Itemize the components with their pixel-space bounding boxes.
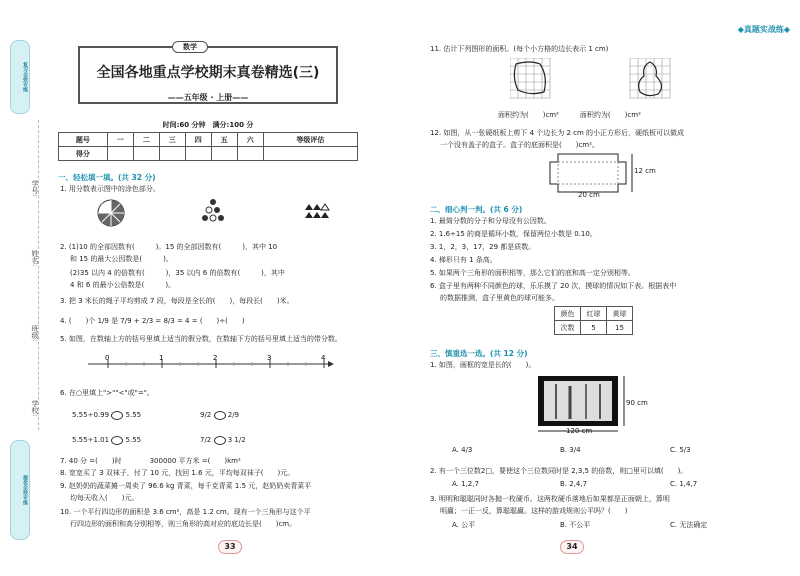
question-11: 11. 估计下列图形的面积。(每个小方格的边长表示 1 cm) xyxy=(430,45,609,53)
judge-4: 4. 梯形只有 1 条高。 xyxy=(430,256,497,264)
score-header: 二 xyxy=(133,133,159,147)
compare-row: 9/2 2/9 xyxy=(200,411,239,419)
compare-circle[interactable] xyxy=(111,411,123,420)
choice-3b: 明赢；一正一反，算聪聪赢。这样的游戏规则公平吗？( ) xyxy=(440,507,628,515)
question-10b: 行四边形的面积和高分别相等，则三角形的高对应的底边长是( )cm。 xyxy=(70,520,297,528)
ball-cell: 5 xyxy=(581,321,607,335)
ball-header: 黄球 xyxy=(607,307,633,321)
question-9b: 均每天收入( )元。 xyxy=(70,494,139,502)
question-10a: 10. 一个平行四边形的面积是 3.6 cm²，高是 1.2 cm。现有一个三角形与这个平 xyxy=(60,508,311,516)
score-cell[interactable] xyxy=(263,147,357,161)
compare-row: 5.55÷1.01 5.55 xyxy=(72,436,142,444)
score-header: 五 xyxy=(211,133,237,147)
question-3: 3. 把 3 米长的绳子平均剪成 7 段，每段是全长的( )，每段长( )米。 xyxy=(60,297,294,305)
judge-2: 2. 1.6÷15 的商是循环小数，保留两位小数是 0.10。 xyxy=(430,230,597,238)
question-11-answer: 面积约为( )cm² 面积约为( )cm² xyxy=(498,111,641,119)
question-5: 5. 如图，在数轴上方的括号里填上适当的假分数，在数轴下方的括号里填上适当的带分数。 xyxy=(60,335,342,343)
subject-badge: 数学 xyxy=(172,41,208,53)
class-label: 班级: xyxy=(31,325,39,342)
tick-label: 0 xyxy=(105,354,110,362)
cardboard-width: 20 cm xyxy=(578,191,600,199)
score-cell[interactable] xyxy=(107,147,133,161)
page-title: 全国各地重点学校期末真卷精选(三) xyxy=(96,65,320,81)
question-7: 7. 40 分 =( )时 300000 平方米 =( )km² xyxy=(60,457,241,465)
ball-header: 颜色 xyxy=(555,307,581,321)
tab-improve: 提优全效专练 xyxy=(10,440,30,540)
option-b[interactable]: B. 3/4 xyxy=(560,446,581,454)
question-9a: 9. 赵奶奶的蔬菜摊一周卖了 96.6 kg 青菜，每千克青菜 1.5 元，赵奶奶卖青菜平 xyxy=(60,482,312,490)
question-12a: 12. 如图，从一张硬纸板上剪下 4 个边长为 2 cm 的小正方形后，硬纸板可以做成 xyxy=(430,129,685,137)
compare-circle[interactable] xyxy=(214,436,226,445)
question-1: 1. 用分数表示图中的涂色部分。 xyxy=(60,185,160,193)
time-score: 时间:60 分钟 满分:100 分 xyxy=(162,121,254,129)
score-header: 等级评估 xyxy=(263,133,357,147)
section1-heading: 一、轻松填一填。(共 32 分) xyxy=(58,173,156,182)
student-no-label: 学号: xyxy=(31,180,39,197)
score-header: 题号 xyxy=(59,133,108,147)
option-b[interactable]: B. 不公平 xyxy=(560,521,591,529)
ball-header: 红球 xyxy=(581,307,607,321)
option-c[interactable]: C. 无法确定 xyxy=(670,521,708,529)
judge-3: 3. 1，2，3，17，29 都是质数。 xyxy=(430,243,536,251)
choice-1: 1. 如图，画框的宽是长的( )。 xyxy=(430,361,536,369)
fraction-figures xyxy=(95,196,355,230)
school-label: 学校: xyxy=(31,400,39,417)
grade-label: ——五年级 · 上册—— xyxy=(167,93,249,102)
tick-label: 3 xyxy=(267,354,272,362)
question-6: 6. 在○里填上">""<"或"="。 xyxy=(60,389,154,397)
question-4: 4. ( )个 1/9 是 7/9 + 2/3 = 8/3 = 4 = ( )÷( ) xyxy=(60,317,245,325)
compare-row: 7/2 3 1/2 xyxy=(200,436,246,444)
question-2a: 2. (1)10 的全部因数有( )。15 的全部因数有( )，其中 10 xyxy=(60,243,278,251)
score-cell[interactable] xyxy=(133,147,159,161)
compare-circle[interactable] xyxy=(214,411,226,420)
judge-6b: 的数据推测，盒子里黄色的球可能多。 xyxy=(440,294,559,302)
question-2d: 4 和 6 的最小公倍数是( )。 xyxy=(70,281,176,289)
page-number-left: 33 xyxy=(218,540,242,554)
name-label: 姓名: xyxy=(31,250,39,267)
frame-width: 120 cm xyxy=(566,427,593,435)
cut-line xyxy=(38,120,39,430)
option-a[interactable]: A. 1,2,7 xyxy=(452,480,479,488)
score-header: 三 xyxy=(159,133,185,147)
option-a[interactable]: A. 4/3 xyxy=(452,446,473,454)
choice-3a: 3. 明明和聪聪同时各抛一枚硬币。这两枚硬币落地后如果都是正面朝上，算明 xyxy=(430,495,670,503)
compare-row: 5.55÷0.99 5.55 xyxy=(72,411,142,419)
tick-label: 2 xyxy=(213,354,218,362)
option-b[interactable]: B. 2,4,7 xyxy=(560,480,588,488)
compare-circle[interactable] xyxy=(111,436,123,445)
option-c[interactable]: C. 5/3 xyxy=(670,446,691,454)
page-number-right: 34 xyxy=(560,540,584,554)
tick-label: 1 xyxy=(159,354,164,362)
choice-2: 2. 有一个三位数2□，要使这个三位数同时是 2,3,5 的倍数，则□里可以填( )。 xyxy=(430,467,688,475)
score-header: 六 xyxy=(237,133,263,147)
ball-cell: 15 xyxy=(607,321,633,335)
ball-table xyxy=(554,306,633,335)
section-tag: ◆真题实战练◆ xyxy=(737,25,790,34)
score-table xyxy=(58,132,358,161)
score-cell[interactable] xyxy=(159,147,185,161)
ball-cell: 次数 xyxy=(555,321,581,335)
number-line xyxy=(88,348,338,378)
score-cell[interactable] xyxy=(237,147,263,161)
option-a[interactable]: A. 公平 xyxy=(452,521,476,529)
question-2b: 和 15 的最大公因数是( )。 xyxy=(70,255,173,263)
question-2c: (2)35 以内 4 的倍数有( )，35 以内 6 的倍数有( )，其中 xyxy=(70,269,285,277)
judge-6: 6. 盒子里有两种不同颜色的球，乐乐摸了 20 次，摸球的情况如下表。根据表中 xyxy=(430,282,677,290)
question-12b: 一个没有盖子的盒子。盒子的底面积是( )cm²。 xyxy=(440,141,599,149)
section2-heading: 二、细心判一判。(共 6 分) xyxy=(430,205,523,214)
grid-figures xyxy=(510,58,680,106)
question-8: 8. 宽宽买了 3 双袜子，付了 10 元，找回 1.6 元，平均每双袜子( )元。 xyxy=(60,469,295,477)
frame-height: 90 cm xyxy=(626,399,648,407)
tick-label: 4 xyxy=(321,354,326,362)
section3-heading: 三、慎重选一选。(共 12 分) xyxy=(430,349,528,358)
judge-1: 1. 最简分数的分子和分母没有公因数。 xyxy=(430,217,551,225)
tab-review: 复习全效专练 xyxy=(10,40,30,114)
score-header: 一 xyxy=(107,133,133,147)
score-header: 四 xyxy=(185,133,211,147)
cardboard-height: 12 cm xyxy=(634,167,656,175)
score-label: 得分 xyxy=(59,147,108,161)
option-c[interactable]: C. 1,4,7 xyxy=(670,480,698,488)
score-cell[interactable] xyxy=(211,147,237,161)
score-cell[interactable] xyxy=(185,147,211,161)
judge-5: 5. 如果两个三角形的面积相等，那么它们的底和高一定分别相等。 xyxy=(430,269,635,277)
